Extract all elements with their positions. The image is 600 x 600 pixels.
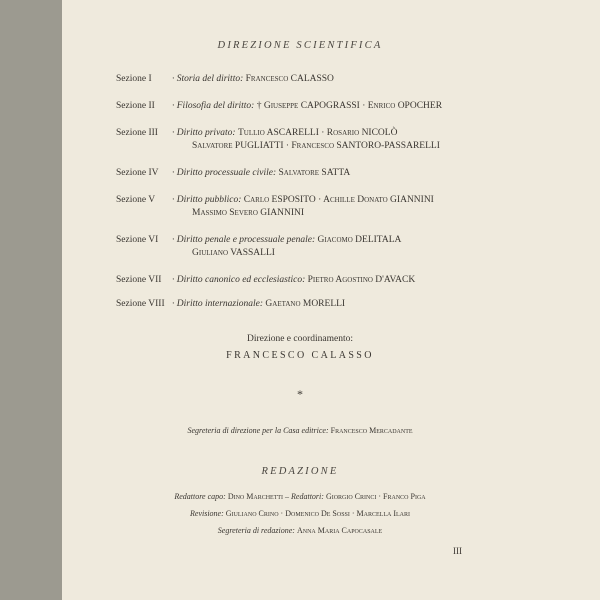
direzione-title: DIREZIONE SCIENTIFICA: [217, 40, 383, 51]
section-6-names-line2: Giuliano VASSALLI: [192, 248, 275, 258]
coordinamento-label: Direzione e coordinamento:: [246, 334, 354, 344]
section-names: Giacomo DELITALA: [317, 235, 402, 245]
section-subject: · Diritto processuale civile:: [172, 168, 277, 178]
redazione-line-3: [62, 526, 538, 535]
document-page: [62, 0, 600, 600]
coordinamento-name: FRANCESCO CALASSO: [226, 350, 374, 361]
section-label: Sezione V: [116, 195, 156, 205]
segreteria-line: [62, 426, 538, 435]
section-names: Carlo ESPOSITO · Achille Donato GIANNINI: [243, 195, 434, 205]
section-subject: · Diritto privato:: [172, 128, 236, 138]
redazione-role: Segreteria di redazione:: [217, 526, 295, 535]
redazione-role: – Redattori:: [285, 492, 324, 501]
section-2: [116, 101, 442, 111]
section-label: Sezione VIII: [116, 299, 165, 309]
section-subject: · Diritto internazionale:: [172, 299, 264, 309]
section-names: Pietro Agostino D'AVACK: [307, 275, 416, 285]
section-names: Francesco CALASSO: [245, 74, 334, 84]
segreteria-label: Segreteria di direzione per la Casa editrice:: [187, 426, 329, 435]
section-1: [116, 74, 334, 84]
section-3-names-line2: Salvatore PUGLIATTI · Francesco SANTORO-PASSARELLI: [192, 141, 440, 151]
redazione-role: Revisione:: [190, 509, 224, 518]
redazione-role: Redattore capo:: [174, 492, 226, 501]
page-number: III: [453, 546, 462, 556]
section-subject: · Diritto penale e processuale penale:: [172, 235, 316, 245]
redazione-line-1: [62, 492, 538, 501]
section-3: [116, 128, 397, 138]
section-label: Sezione I: [116, 74, 152, 84]
section-names: † Giuseppe CAPOGRASSI · Enrico OPOCHER: [256, 101, 443, 111]
separator-star: *: [297, 387, 303, 401]
redazione-title: REDAZIONE: [261, 466, 339, 477]
redazione-names: Giuliano Crino · Domenico De Sossi · Marcella Ilari: [225, 509, 410, 518]
section-6: [116, 235, 401, 245]
section-subject: · Diritto canonico ed ecclesiastico:: [172, 275, 306, 285]
section-label: Sezione VI: [116, 235, 159, 245]
section-label: Sezione II: [116, 101, 155, 111]
section-label: Sezione III: [116, 128, 158, 138]
section-label: Sezione VII: [116, 275, 162, 285]
redazione-names: Dino Marchetti: [227, 492, 284, 501]
section-4: [116, 168, 350, 178]
section-subject: · Diritto pubblico:: [172, 195, 242, 205]
section-8: [116, 299, 345, 309]
segreteria-name: Francesco Mercadante: [330, 426, 413, 435]
section-7: [116, 275, 415, 285]
section-names: Salvatore SATTA: [278, 168, 351, 178]
section-subject: · Storia del diritto:: [172, 74, 244, 84]
redazione-line-2: [62, 509, 538, 518]
section-subject: · Filosofia del diritto:: [172, 101, 255, 111]
section-5: [116, 195, 434, 205]
section-names: Gaetano MORELLI: [265, 299, 346, 309]
section-label: Sezione IV: [116, 168, 159, 178]
section-5-names-line2: Massimo Severo GIANNINI: [192, 208, 305, 218]
redazione-names: Giorgio Crinci · Franco Piga: [325, 492, 426, 501]
redazione-names: Anna Maria Capocasale: [296, 526, 383, 535]
section-names: Tullio ASCARELLI · Rosario NICOLÒ: [237, 128, 398, 138]
